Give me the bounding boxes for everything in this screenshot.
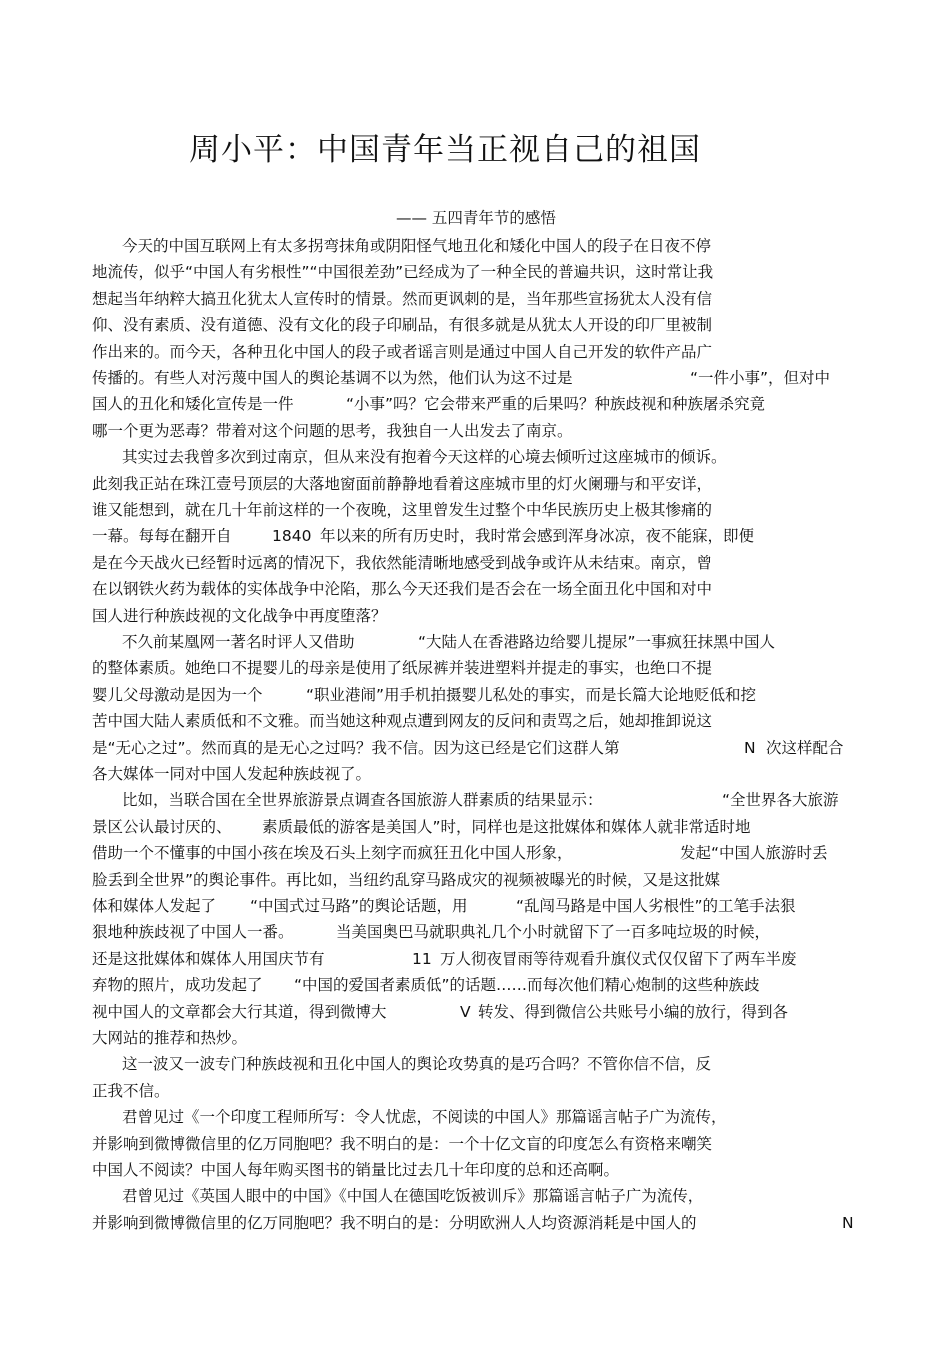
text-segment: 正我不信。 bbox=[92, 1081, 170, 1100]
text-segment: 不久前某凰网一著名时评人又借助 bbox=[122, 633, 355, 651]
text-segment: 发起“中国人旅游时丢 bbox=[680, 844, 828, 863]
text-segment: “乱闯马路是中国人劣根性”的工笔手法狠 bbox=[516, 897, 796, 915]
text-segment: 的整体素质。她绝口不提婴儿的母亲是使用了纸尿裤并装进塑料并提走的事实，也绝口不提 bbox=[92, 659, 713, 678]
text-segment: 一幕。每每在翻开自 bbox=[92, 527, 232, 546]
text-segment: “中国的爱国者素质低”的话题……而每次他们精心炮制的这些种族歧 bbox=[294, 976, 760, 995]
text-segment: 想起当年纳粹大搞丑化犹太人宣传时的情景。然而更讽刺的是，当年那些宣扬犹太人没有信 bbox=[92, 289, 713, 308]
text-segment: 国人进行种族歧视的文化战争中再度堕落？ bbox=[92, 606, 387, 625]
page-title: 周小平：中国青年当正视自己的祖国 bbox=[189, 132, 701, 168]
text-segment: 地流传，似乎“中国人有劣根性”“中国很差劲”已经成为了一种全民的普遍共识，这时常让我 bbox=[92, 263, 714, 282]
text-segment: 传播的。有些人对污蔑中国人的舆论基调不以为然，他们认为这不过是 bbox=[92, 369, 573, 387]
text-segment: 在以钢铁火药为载体的实体战争中沦陷，那么今天还我们是否会在一场全面丑化中国和对中 bbox=[92, 580, 713, 599]
text-segment: 11 bbox=[412, 949, 432, 968]
text-segment: 苦中国大陆人素质低和不文雅。而当她这种观点遭到网友的反问和责骂之后，她却推卸说这 bbox=[92, 712, 713, 731]
text-segment: N bbox=[744, 738, 756, 757]
text-segment: 是在今天战火已经暂时远离的情况下，我依然能清晰地感受到战争或许从未结束。南京，曾 bbox=[92, 553, 713, 572]
page-subtitle: —— 五四青年节的感悟 bbox=[396, 209, 556, 227]
text-segment: 仰、没有素质、没有道德、没有文化的段子印刷品，有很多就是从犹太人开设的印厂里被制 bbox=[92, 316, 713, 335]
text-segment: 视中国人的文章都会大行其道，得到微博大 bbox=[92, 1002, 387, 1021]
text-segment: 婴儿父母激动是因为一个 bbox=[92, 685, 263, 704]
text-segment: 君曾见过《一个印度工程师所写：令人忧虑，不阅读的中国人》那篇谣言帖子广为流传， bbox=[122, 1108, 727, 1127]
text-segment: 弃物的照片，成功发起了 bbox=[92, 976, 263, 995]
text-segment: “全世界各大旅游 bbox=[722, 791, 839, 810]
text-segment: 并影响到微博微信里的亿万同胞吧？我不明白的是：一个十亿文盲的印度怎么有资格来嘲笑 bbox=[92, 1134, 713, 1153]
text-segment: 还是这批媒体和媒体人用国庆节有 bbox=[92, 949, 325, 968]
text-segment: “大陆人在香港路边给婴儿提尿”一事疯狂抹黑中国人 bbox=[418, 633, 776, 651]
text-segment: V bbox=[460, 1002, 471, 1021]
text-segment: 是“无心之过”。然而真的是无心之过吗？我不信。因为这已经是它们这群人第 bbox=[92, 738, 620, 757]
text-segment: “小事”吗？它会带来严重的后果吗？种族歧视和种族屠杀究竟 bbox=[346, 395, 766, 414]
text-segment: 转发、得到微信公共账号小编的放行，得到各 bbox=[478, 1002, 789, 1021]
text-segment: 国人的丑化和矮化宣传是一件 bbox=[92, 395, 294, 414]
text-segment: 1840 bbox=[272, 527, 312, 546]
text-segment: 此刻我正站在珠江壹号顶层的大落地窗面前静静地看着这座城市里的灯火阑珊与和平安详， bbox=[92, 474, 713, 493]
text-segment: 其实过去我曾多次到过南京，但从来没有抱着今天这样的心境去倾听过这座城市的倾诉。 bbox=[122, 448, 727, 467]
text-segment: 君曾见过《英国人眼中的中国》《中国人在德国吃饭被训斥》那篇谣言帖子广为流传， bbox=[122, 1187, 704, 1206]
text-segment: 中国人不阅读？中国人每年购买图书的销量比过去几十年印度的总和还高啊。 bbox=[92, 1161, 620, 1179]
text-segment: 景区公认最讨厌的、 bbox=[92, 817, 232, 836]
text-segment: 当美国奥巴马就职典礼几个小时就留下了一百多吨垃圾的时候， bbox=[336, 923, 771, 942]
text-segment: 脸丢到全世界”的舆论事件。再比如，当纽约乱穿马路成灾的视频被曝光的时候，又是这批媒 bbox=[92, 870, 721, 889]
text-segment: N bbox=[842, 1213, 854, 1232]
text-segment: 万人彻夜冒雨等待观看升旗仪式仅仅留下了两车半废 bbox=[440, 949, 797, 968]
text-segment: 哪一个更为恶毒？带着对这个问题的思考，我独自一人出发去了南京。 bbox=[92, 421, 573, 440]
text-segment: 借助一个不懂事的中国小孩在埃及石头上刻字而疯狂丑化中国人形象， bbox=[92, 844, 573, 863]
text-segment: 比如，当联合国在全世界旅游景点调查各国旅游人群素质的结果显示： bbox=[122, 791, 603, 810]
text-segment: “一件小事”，但对中 bbox=[690, 369, 831, 387]
text-segment: “职业港闹”用手机拍摄婴儿私处的事实，而是长篇大论地贬低和挖 bbox=[306, 685, 757, 704]
text-segment: 各大媒体一同对中国人发起种族歧视了。 bbox=[92, 765, 372, 783]
text-segment: 年以来的所有历史时，我时常会感到浑身冰凉，夜不能寐，即便 bbox=[320, 527, 755, 546]
text-segment: 狠地种族歧视了中国人一番。 bbox=[92, 923, 294, 942]
text-segment: 并影响到微博微信里的亿万同胞吧？我不明白的是：分明欧洲人人均资源消耗是中国人的 bbox=[92, 1213, 697, 1232]
text-segment: 今天的中国互联网上有太多拐弯抹角或阴阳怪气地丑化和矮化中国人的段子在日夜不停 bbox=[122, 237, 712, 255]
text-segment: 素质最低的游客是美国人”时，同样也是这批媒体和媒体人就非常适时地 bbox=[262, 817, 751, 836]
text-segment: 次这样配合 bbox=[766, 738, 844, 757]
text-segment: 谁又能想到，就在几十年前这样的一个夜晚，这里曾发生过整个中华民族历史上极其惨痛的 bbox=[92, 501, 713, 519]
text-segment: 体和媒体人发起了 bbox=[92, 897, 217, 915]
text-segment: 这一波又一波专门种族歧视和丑化中国人的舆论攻势真的是巧合吗？不管你信不信，反 bbox=[122, 1055, 712, 1074]
text-segment: 作出来的。而今天，各种丑化中国人的段子或者谣言则是通过中国人自己开发的软件产品广 bbox=[92, 342, 713, 361]
text-segment: 大网站的推荐和热炒。 bbox=[92, 1029, 248, 1047]
text-segment: “中国式过马路”的舆论话题，用 bbox=[250, 897, 468, 915]
